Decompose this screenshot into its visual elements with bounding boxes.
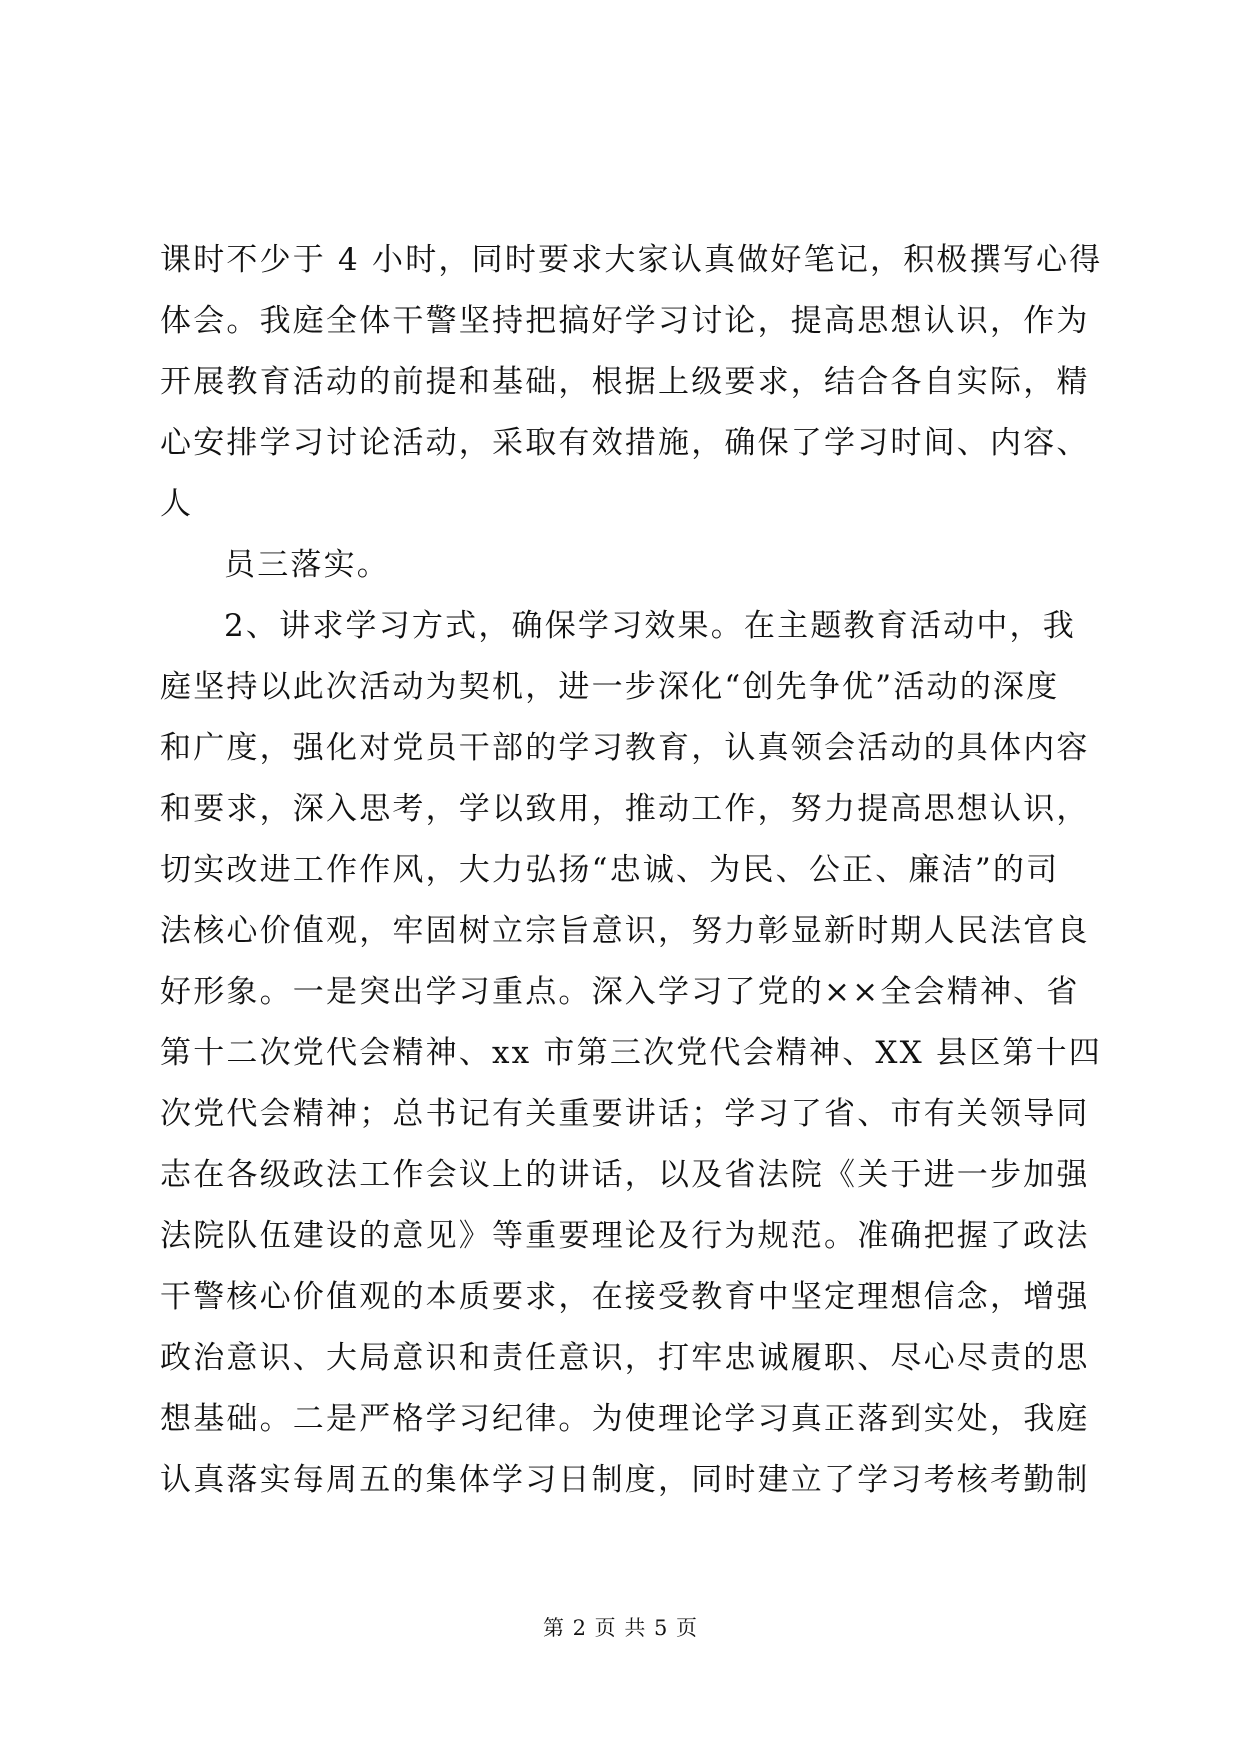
text-line: 次党代会精神；总书记有关重要讲话；学习了省、市有关领导同 bbox=[160, 1096, 1090, 1132]
text-line: 课时不少于 4 小时，同时要求大家认真做好笔记，积极撰写心得 bbox=[160, 242, 1103, 278]
text-line: 法核心价值观，牢固树立宗旨意识，努力彰显新时期人民法官良 bbox=[160, 913, 1090, 949]
text-line: 法院队伍建设的意见》等重要理论及行为规范。准确把握了政法 bbox=[160, 1218, 1090, 1254]
text-line: 认真落实每周五的集体学习日制度，同时建立了学习考核考勤制 bbox=[160, 1462, 1090, 1498]
text-line: 体会。我庭全体干警坚持把搞好学习讨论，提高思想认识，作为 bbox=[160, 303, 1090, 339]
text-line: 切实改进工作作风，大力弘扬“忠诚、为民、公正、廉洁”的司 bbox=[160, 852, 1060, 888]
text-line: 志在各级政法工作会议上的讲话，以及省法院《关于进一步加强 bbox=[160, 1157, 1090, 1193]
paragraph-start-line: 2、讲求学习方式，确保学习效果。在主题教育活动中，我 bbox=[224, 608, 1076, 644]
text-line: 和广度，强化对党员干部的学习教育，认真领会活动的具体内容 bbox=[160, 730, 1090, 766]
text-line: 第十二次党代会精神、xx 市第三次党代会精神、XX 县区第十四 bbox=[160, 1035, 1103, 1071]
text-line: 庭坚持以此次活动为契机，进一步深化“创先争优”活动的深度 bbox=[160, 669, 1060, 705]
page-number-footer: 第 2 页 共 5 页 bbox=[542, 1616, 699, 1640]
text-line: 人 bbox=[160, 486, 194, 522]
text-line: 想基础。二是严格学习纪律。为使理论学习真正落到实处，我庭 bbox=[160, 1401, 1090, 1437]
text-line: 员三落实。 bbox=[224, 547, 390, 583]
text-line: 开展教育活动的前提和基础，根据上级要求，结合各自实际，精 bbox=[160, 364, 1090, 400]
text-line: 干警核心价值观的本质要求，在接受教育中坚定理想信念，增强 bbox=[160, 1279, 1090, 1315]
text-line: 心安排学习讨论活动，采取有效措施，确保了学习时间、内容、 bbox=[160, 425, 1090, 461]
text-line: 和要求，深入思考，学以致用，推动工作，努力提高思想认识， bbox=[160, 791, 1090, 827]
body-text bbox=[160, 230, 1103, 1511]
text-line: 好形象。一是突出学习重点。深入学习了党的××全会精神、省 bbox=[160, 974, 1080, 1010]
text-line: 政治意识、大局意识和责任意识，打牢忠诚履职、尽心尽责的思 bbox=[160, 1340, 1090, 1376]
